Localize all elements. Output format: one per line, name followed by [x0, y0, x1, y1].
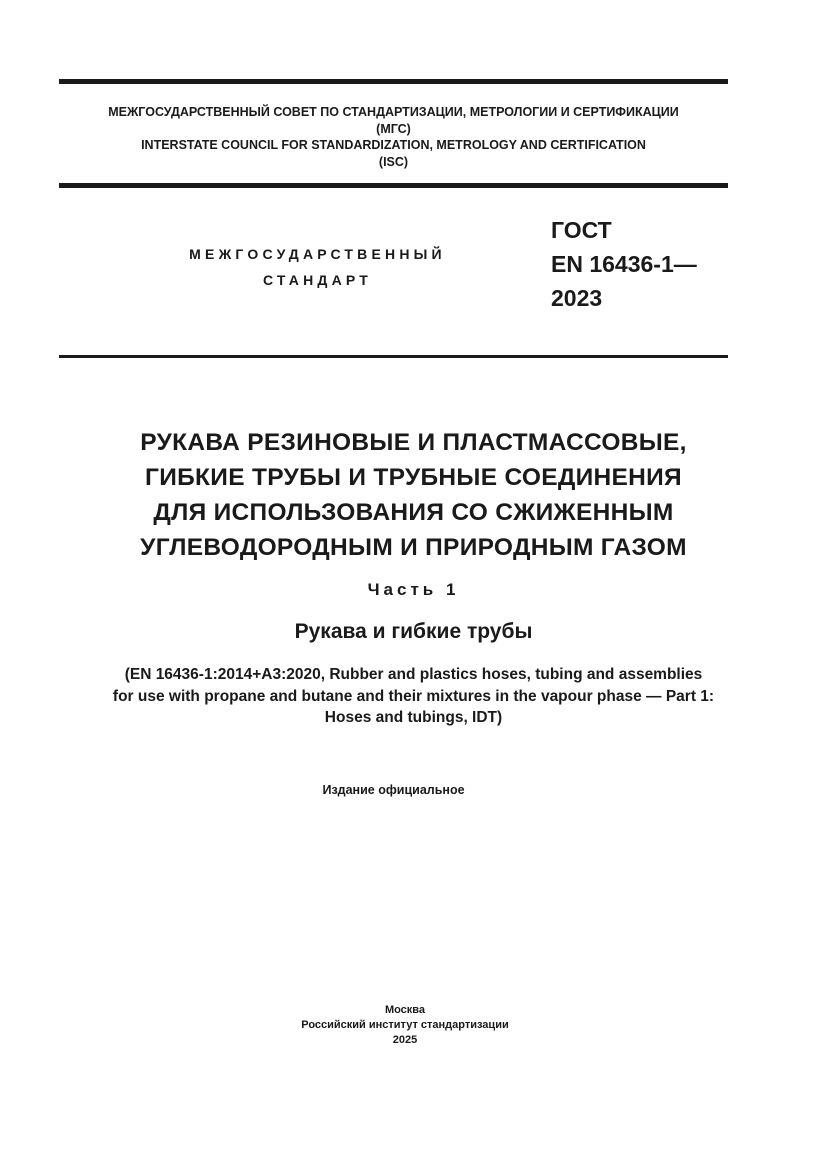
edition-note: Издание официальное [322, 783, 465, 797]
title-line4: УГЛЕВОДОРОДНЫМ И ПРИРОДНЫМ ГАЗОМ [140, 534, 687, 561]
part-label: Часть 1 [367, 580, 460, 599]
standard-designation [551, 213, 697, 315]
original-line2: for use with propane and butane and their mixtures in the vapour phase — Part 1: [112, 687, 715, 705]
council-header [59, 104, 728, 170]
designation-line1: ГОСТ [551, 217, 612, 243]
part-title: Рукава и гибкие трубы [294, 620, 533, 643]
council-abbr-ru: (МГС) [376, 121, 411, 136]
top-divider [59, 79, 728, 84]
council-name-en: INTERSTATE COUNCIL FOR STANDARDIZATION, METROLOGY AND CERTIFICATION [141, 138, 646, 152]
original-line1: (EN 16436-1:2014+A3:2020, Rubber and plastics hoses, tubing and assemblies [124, 666, 703, 683]
publisher-name: Российский институт стандартизации [301, 1019, 509, 1031]
lower-divider [59, 355, 728, 358]
original-line3: Hoses and tubings, IDT) [324, 709, 503, 726]
publication-year: 2025 [392, 1034, 418, 1046]
publisher-block [0, 1003, 810, 1048]
council-name-ru: МЕЖГОСУДАРСТВЕННЫЙ СОВЕТ ПО СТАНДАРТИЗАЦИИ, МЕТРОЛОГИИ И СЕРТИФИКАЦИИ [108, 105, 679, 119]
publisher-city: Москва [384, 1004, 426, 1016]
title-line2: ГИБКИЕ ТРУБЫ И ТРУБНЫЕ СОЕДИНЕНИЯ [145, 464, 682, 491]
standard-type-line2: СТАНДАРТ [262, 272, 373, 288]
middle-divider [59, 183, 728, 188]
standard-type [150, 241, 485, 293]
original-standard-reference [40, 664, 787, 729]
council-abbr-en: (ISC) [378, 154, 409, 169]
standard-type-line1: МЕЖГОСУДАРСТВЕННЫЙ [189, 246, 446, 262]
title-line1: РУКАВА РЕЗИНОВЫЕ И ПЛАСТМАССОВЫЕ, [140, 429, 687, 456]
title-line3: ДЛЯ ИСПОЛЬЗОВАНИЯ СО СЖИЖЕННЫМ [153, 499, 674, 526]
document-title [40, 425, 787, 565]
designation-year: 2023 [551, 285, 603, 311]
designation-line2: EN 16436-1— [551, 251, 697, 277]
